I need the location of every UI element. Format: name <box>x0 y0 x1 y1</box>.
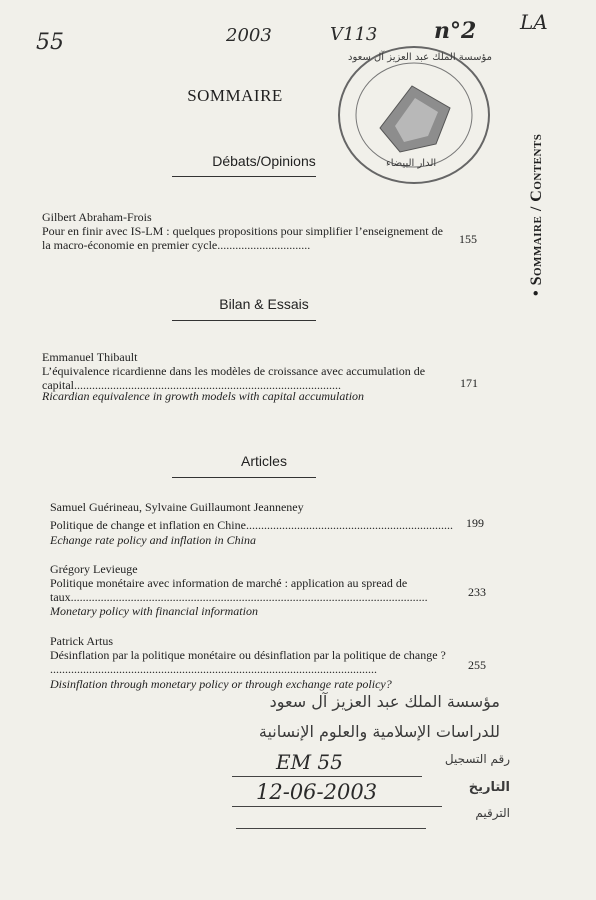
registration-underline <box>232 776 422 777</box>
library-stamp-line1: مؤسسة الملك عبد العزيز آل سعود <box>269 692 500 711</box>
side-title: • Sommaire / Contents <box>528 133 545 296</box>
handwritten-code: LA <box>520 10 548 34</box>
code-underline <box>236 828 426 829</box>
handwritten-number: 55 <box>36 30 64 55</box>
registration-date: 12-06-2003 <box>256 780 378 804</box>
entry-author: Grégory Levieuge <box>50 562 138 576</box>
registration-label: رقم التسجيل <box>444 752 510 766</box>
entry-title-fr: Pour en finir avec IS-LM : quelques propositions pour simplifier l’enseignement de la macro-économie en premier cycle............................... <box>42 224 443 252</box>
section-heading-articles: Articles <box>241 453 287 469</box>
code-label: الترقيم <box>475 806 510 820</box>
entry-title-en: Echange rate policy and inflation in China <box>50 533 256 547</box>
entry-title-en: Disinflation through monetary policy or through exchange rate policy? <box>50 677 392 691</box>
entry-page: 233 <box>468 585 486 599</box>
section-rule <box>172 176 316 177</box>
entry-title-en: Ricardian equivalence in growth models with capital accumulation <box>42 389 365 403</box>
entry-title-fr: L’équivalence ricardienne dans les modèles de croissance avec accumulation de capital......................................................................................... <box>42 364 426 392</box>
entry-page: 199 <box>466 516 484 530</box>
entry-title-fr: Politique monétaire avec information de marché : application au spread de taux....................................................................................................................... <box>50 576 428 604</box>
registration-number: EM 55 <box>276 750 343 774</box>
seal-bottom-text: الدار البيضاء <box>386 158 437 169</box>
entry-author: Patrick Artus <box>50 634 113 648</box>
library-stamp-line2: للدراسات الإسلامية والعلوم الإنسانية <box>258 722 500 741</box>
entry-author: Samuel Guérineau, Sylvaine Guillaumont Jeanneney <box>50 500 304 514</box>
entry-author: Gilbert Abraham-Frois <box>42 210 152 224</box>
date-underline <box>232 806 442 807</box>
entry-title-fr: Politique de change et inflation en Chine..................................................................... <box>50 518 453 532</box>
entry-author: Emmanuel Thibault <box>42 350 138 364</box>
entry-page: 171 <box>460 376 478 390</box>
section-heading-debats: Débats/Opinions <box>212 153 316 169</box>
entry-page: 155 <box>459 232 477 246</box>
seal-ring-text: مؤسسة الملك عبد العزيز آل سعود <box>348 52 492 63</box>
entry-title-en: Monetary policy with financial information <box>50 604 258 618</box>
section-rule <box>172 477 316 478</box>
page-title: SOMMAIRE <box>187 86 283 105</box>
entry-title-fr: Désinflation par la politique monétaire ou désinflation par la politique de change ? ............................................................................................................. <box>50 648 446 676</box>
entry-page: 255 <box>468 658 486 672</box>
handwritten-year: 2003 <box>226 25 272 46</box>
section-rule <box>172 320 316 321</box>
handwritten-volume: V113 <box>330 24 378 45</box>
handwritten-issue: n°2 <box>434 18 477 44</box>
section-heading-bilan: Bilan & Essais <box>219 296 309 312</box>
date-label: التاريخ <box>468 780 510 795</box>
